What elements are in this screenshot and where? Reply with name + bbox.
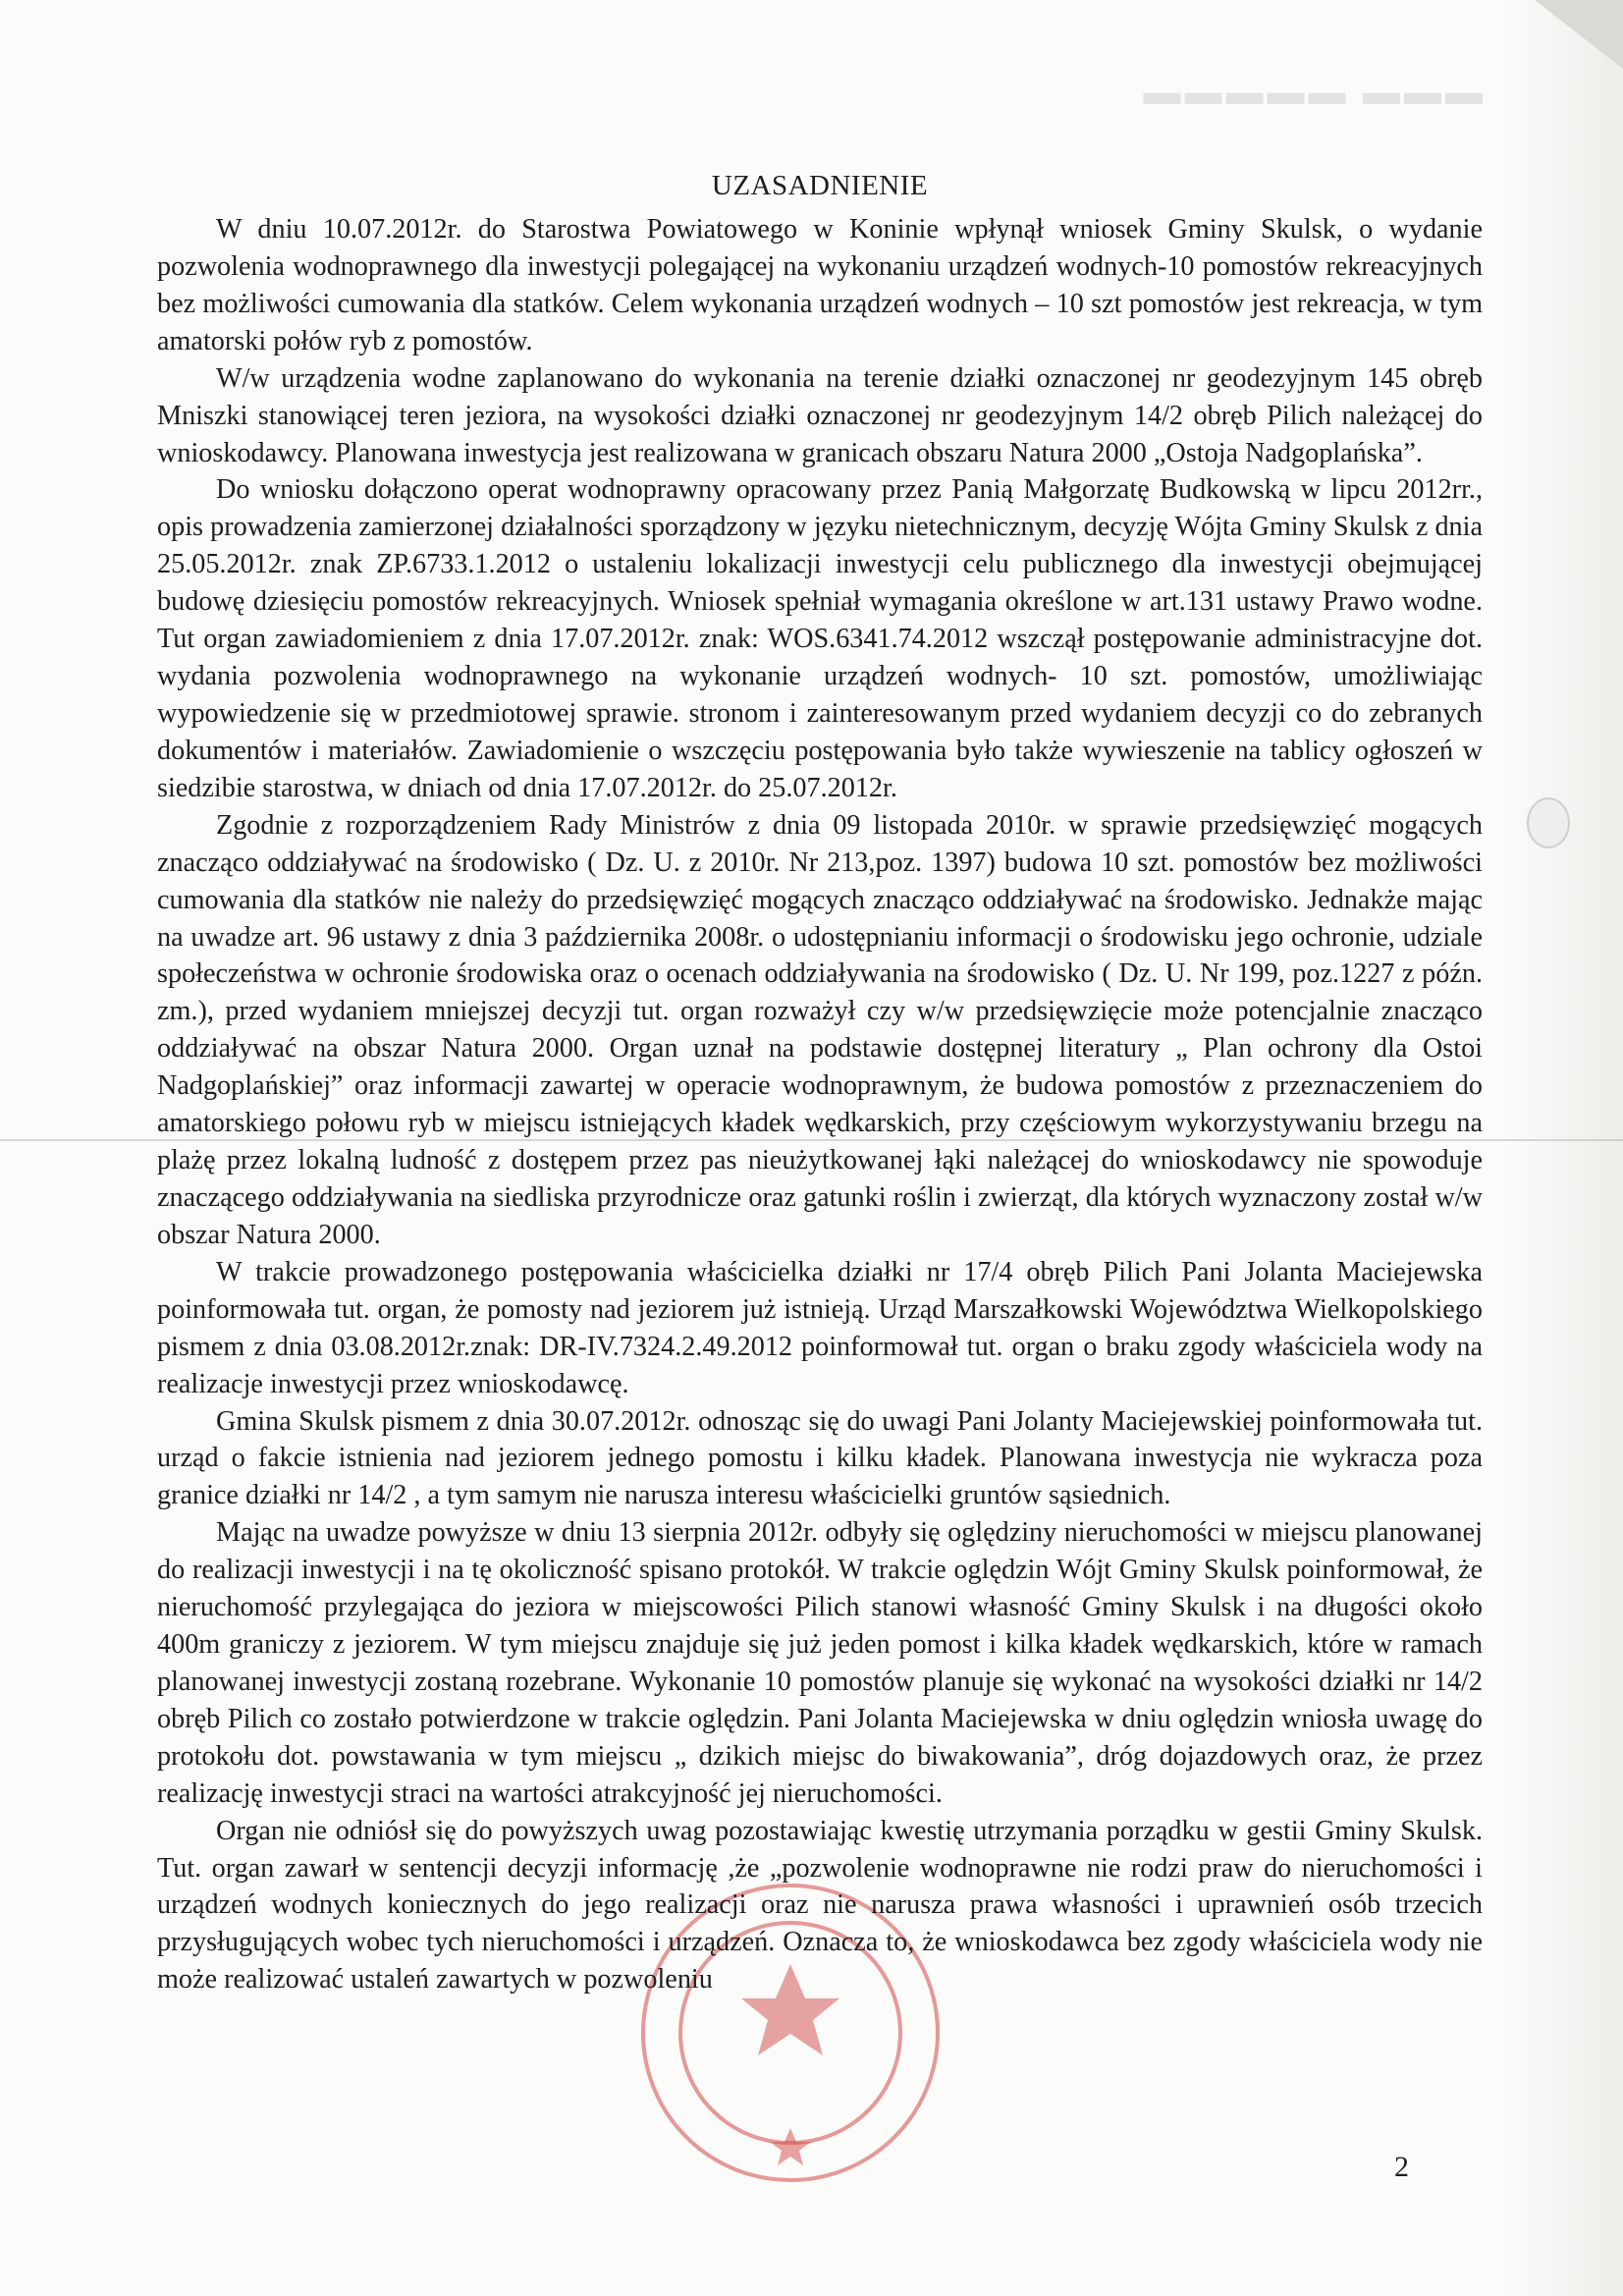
paragraph-3: Do wniosku dołączono operat wodnoprawny opracowany przez Panią Małgorzatę Budkowską w lipcu 2012rr., opis prowadzenia zamierzonej działalności sporządzony w języku nietechnicznym, decyzję Wójta Gminy Skulsk z dnia 25.05.2012r. znak ZP.6733.1.2012 o ustaleniu lokalizacji inwestycji celu publicznego dla inwestycji obejmującej budowę dziesięciu pomostów rekreacyjnych. Wniosek spełniał wymagania określone w art.131 ustawy Prawo wodne. Tut organ zawiadomieniem z dnia 17.07.2012r. znak: WOS.6341.74.2012 wszczął postępowanie administracyjne dot. wydania pozwolenia wodnoprawnego na wykonanie urządzeń wodnych- 10 szt. pomostów, umożliwiając wypowiedzenie się w przedmiotowej sprawie. stronom i zainteresowanym przed wydaniem decyzji co do zebranych dokumentów i materiałów. Zawiadomienie o wszczęciu postępowania było także wywieszenie na tablicy ogłoszeń w siedzibie starostwa, w dniach od dnia 17.07.2012r. do 25.07.2012r. [157,474,1483,803]
paragraph-7: Mając na uwadze powyższe w dniu 13 sierpnia 2012r. odbyły się oględziny nieruchomości w miejscu planowanej do realizacji inwestycji i na tę okoliczność spisano protokół. W trakcie oględzin Wójt Gminy Skulsk poinformował, że nieruchomość przylegająca do jeziora w miejscowości Pilich stanowi własność Gminy Skulsk i na długości około 400m graniczy z jeziorem. W tym miejscu znajduje się już jeden pomost i kilka kładek wędkarskich, które w ramach planowanej inwestycji zostaną rozebrane. Wykonanie 10 pomostów planuje się wykonać na wysokości działki nr 14/2 obręb Pilich co zostało potwierdzone w trakcie oględzin. Pani Jolanta Maciejewska w dniu oględzin wniosła uwagę do protokołu dot. powstawania w tym miejscu „ dzikich miejsc do biwakowania”, dróg dojazdowych oraz, że przez realizację inwestycji straci na wartości atrakcyjność jej nieruchomości. [157,1517,1483,1809]
paragraph-4: Zgodnie z rozporządzeniem Rady Ministrów z dnia 09 listopada 2010r. w sprawie przedsięwzięć mogących znacząco oddziaływać na środowisko ( Dz. U. z 2010r. Nr 213,poz. 1397) budowa 10 szt. pomostów bez możliwości cumowania dla statków nie należy do przedsięwzięć mogących znacząco oddziaływać na środowisko. Jednakże mając na uwadze art. 96 ustawy z dnia 3 października 2008r. o udostępnianiu informacji o środowisku jego ochronie, udziale społeczeństwa w ochronie środowiska oraz o ocenach oddziaływania na środowisko ( Dz. U. Nr 199, poz.1227 z późn. zm.), przed wydaniem mniejszej decyzji tut. organ rozważył czy w/w przedsięwzięcie może potencjalnie znacząco oddziaływać na obszar Natura 2000. Organ uznał na podstawie dostępnej literatury „ Plan ochrony dla Ostoi Nadgoplańskiej” oraz informacji zawartej w operacie wodnoprawnym, że budowa pomostów z przeznaczeniem do amatorskiego połowu ryb w miejscu istniejących kładek wędkarskich, przy częściowym wykorzystywaniu brzegu na plażę przez lokalną ludność z dostępem przez pas nieużytkowanej łąki należącej do wnioskodawcy nie spowoduje znaczącego oddziaływania na siedliska przyrodnicze oraz gatunki roślin i zwierząt, dla których wyznaczony został w/w obszar Natura 2000. [157,809,1483,1250]
page-number: 2 [1394,2151,1409,2183]
document-body [157,167,1483,1998]
bleed-through-text: ▬▬▬ ▬▬▬▬▬ [1139,72,1483,113]
paragraph-6: Gmina Skulsk pismem z dnia 30.07.2012r. odnosząc się do uwagi Pani Jolanty Maciejewskiej poinformowała tut. urząd o fakcie istnienia nad jeziorem jednego pomostu i kilku kładek. Planowana inwestycja nie wykracza poza granice działki nr 14/2 , a tym samym nie narusza interesu właścicielki gruntów sąsiednich. [157,1405,1483,1511]
paragraph-8: Organ nie odniósł się do powyższych uwag pozostawiając kwestię utrzymania porządku w gestii Gminy Skulsk. Tut. organ zawarł w sentencji decyzji informację ,że „pozwolenie wodnoprawne nie rodzi praw do nieruchomości i urządzeń wodnych koniecznych do jego realizacji oraz nie narusza prawa własności i uprawnień osób trzecich przysługujących wobec tych nieruchomości i urządzeń. Oznacza to, że wnioskodawca bez zgody właściciela wody nie może realizować ustaleń zawartych w pozwoleniu [157,1815,1483,1995]
folded-corner [1535,0,1623,69]
paragraph-1: W dniu 10.07.2012r. do Starostwa Powiatowego w Koninie wpłynął wniosek Gminy Skulsk, o wydanie pozwolenia wodnoprawnego dla inwestycji polegającej na wykonaniu urządzeń wodnych-10 pomostów rekreacyjnych bez możliwości cumowania dla statków. Celem wykonania urządzeń wodnych – 10 szt pomostów jest rekreacja, w tym amatorski połów ryb z pomostów. [157,214,1483,356]
punch-hole [1527,797,1570,848]
paragraph-5: W trakcie prowadzonego postępowania właścicielka działki nr 17/4 obręb Pilich Pani Jolanta Maciejewska poinformowała tut. organ, że pomosty nad jeziorem już istnieją. Urząd Marszałkowski Województwa Wielkopolskiego pismem z dnia 03.08.2012r.znak: DR-IV.7324.2.49.2012 poinformował tut. organ o braku zgody właściciela wody na realizacje inwestycji przez wnioskodawcę. [157,1256,1483,1399]
document-title: UZASADNIENIE [711,170,929,201]
page-edge-shadow [1505,0,1623,2296]
paragraph-2: W/w urządzenia wodne zaplanowano do wykonania na terenie działki oznaczonej nr geodezyjnym 145 obręb Mniszki stanowiącej teren jeziora, na wysokości działki oznaczonej nr geodezyjnym 14/2 obręb Pilich należącej do wnioskodawcy. Planowana inwestycja jest realizowana w granicach obszaru Natura 2000 „Ostoja Nadgoplańska”. [157,362,1483,468]
